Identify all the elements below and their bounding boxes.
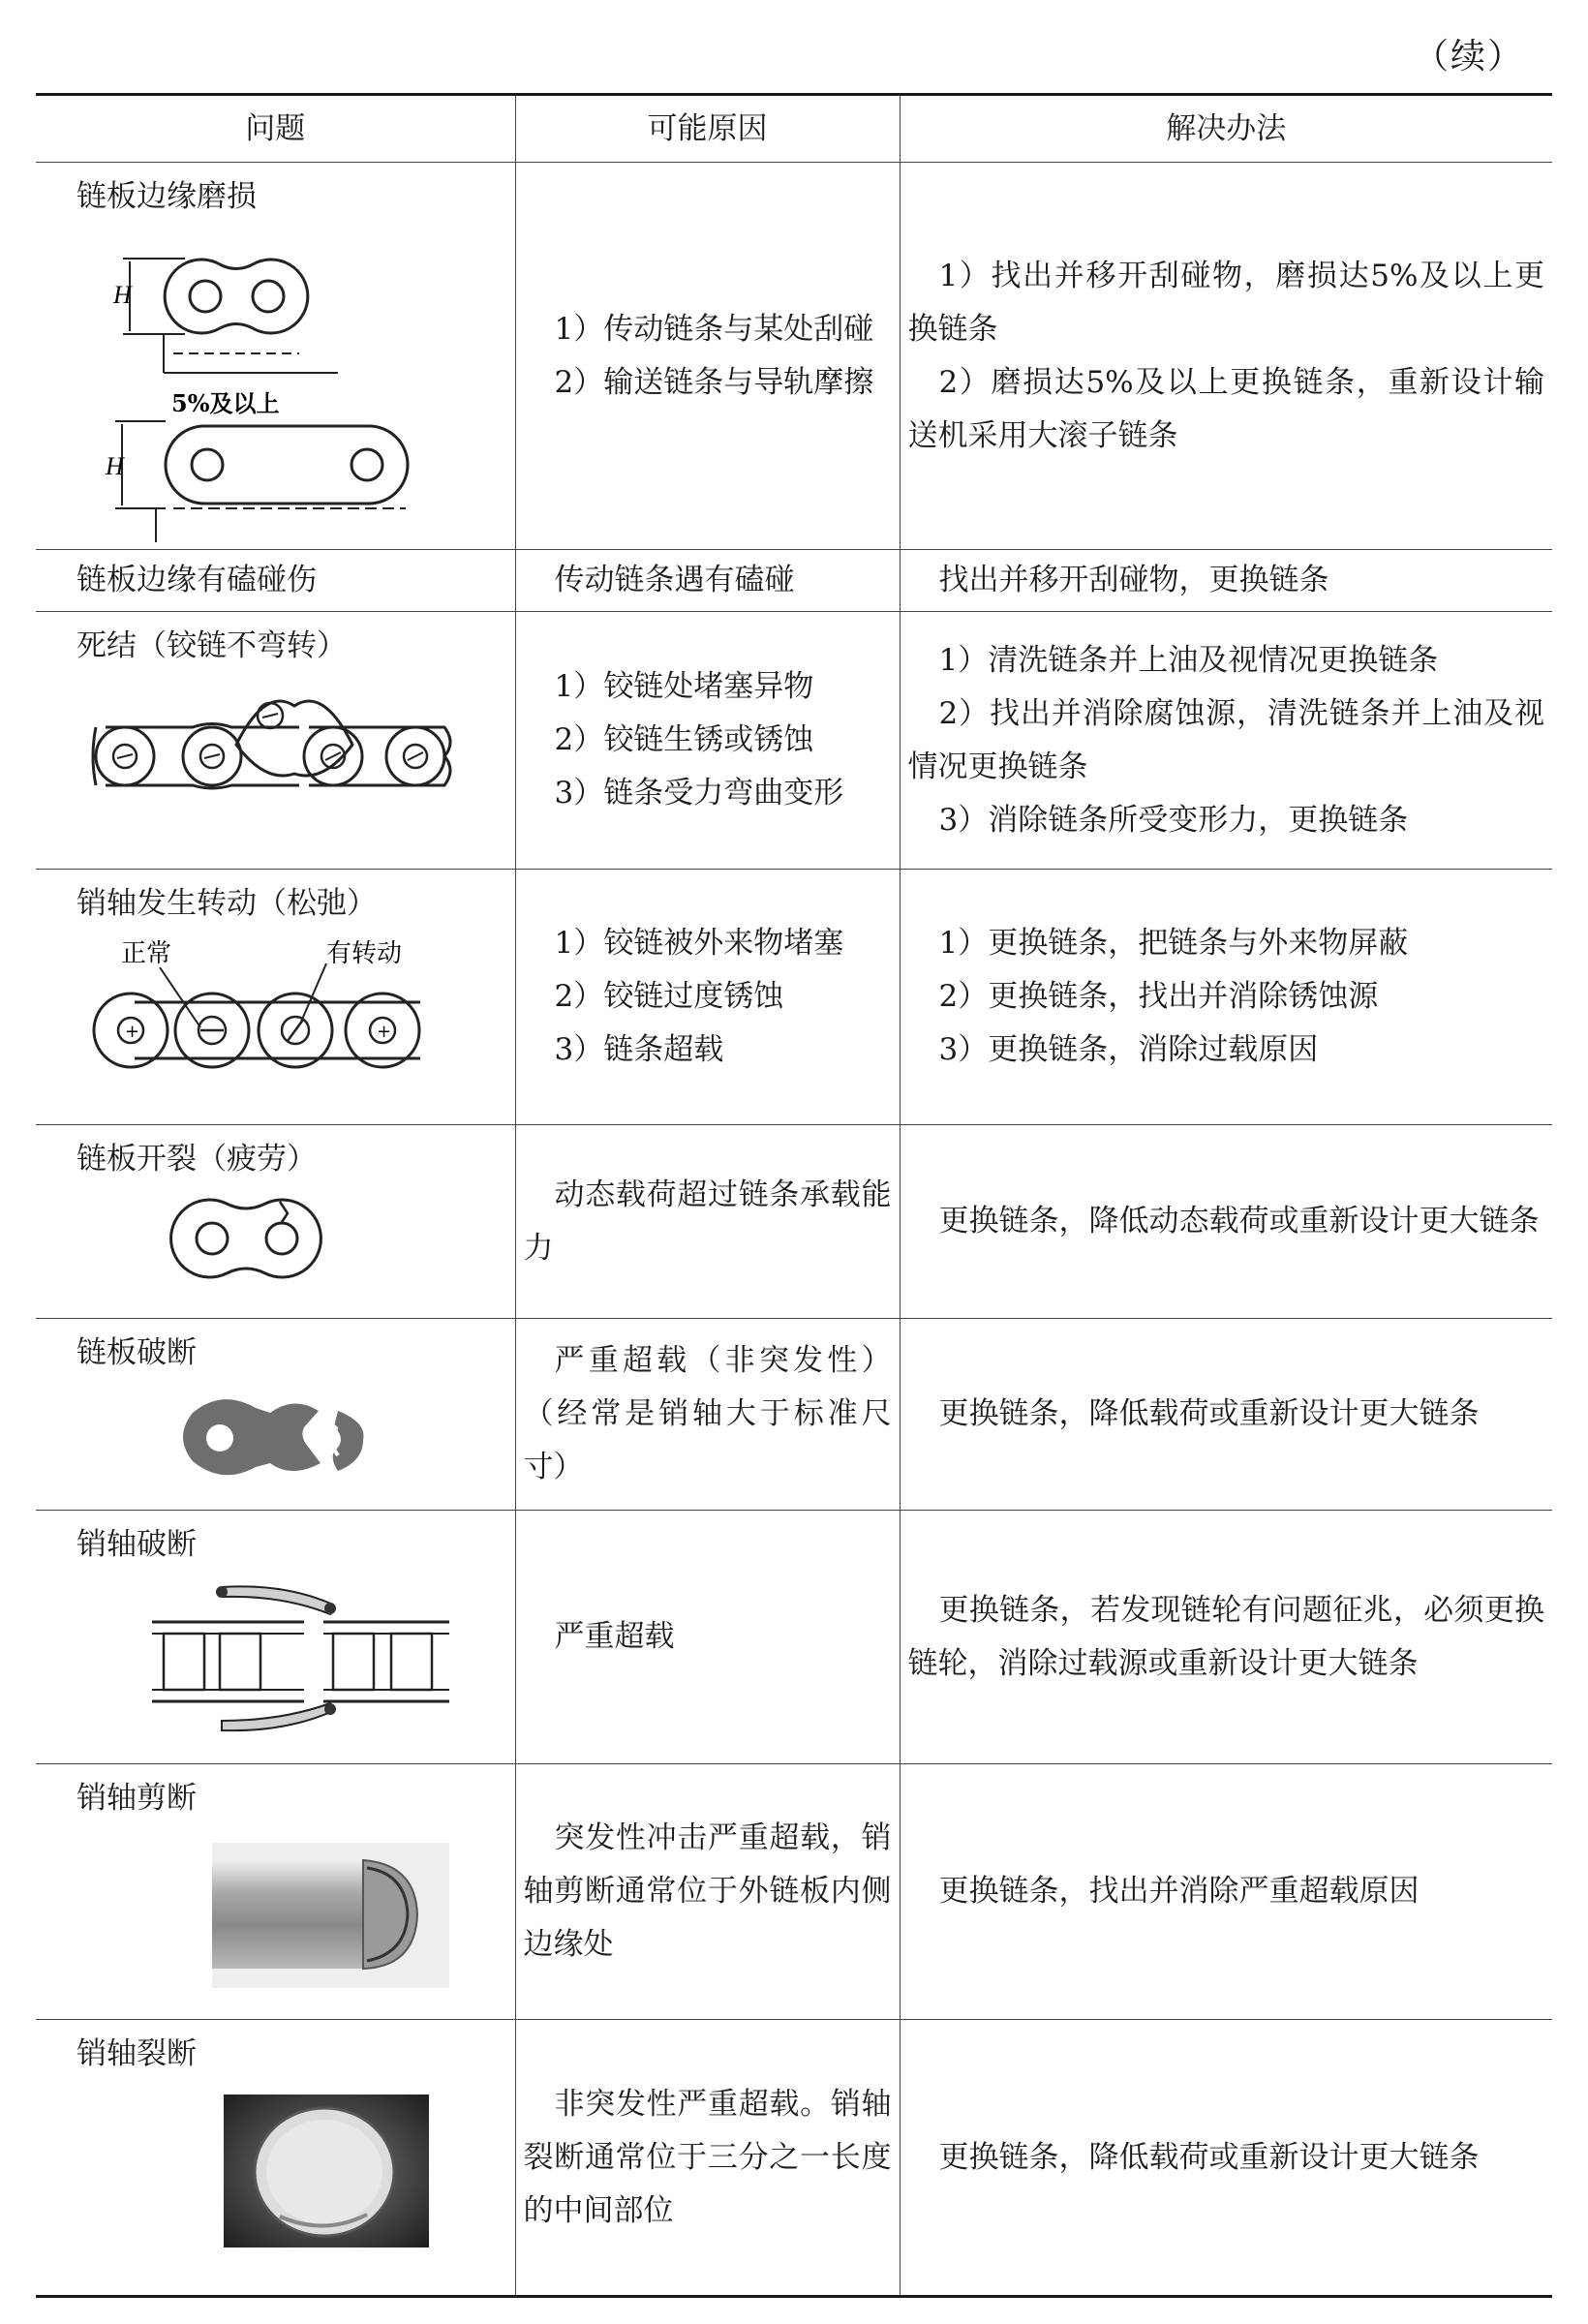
svg-text:+: + — [125, 1022, 140, 1042]
problem-text: 销轴破断 — [76, 1527, 197, 1562]
continued-label: （续） — [1413, 37, 1524, 76]
cause-cell — [515, 870, 900, 1125]
cause-cell — [515, 1764, 900, 2020]
solution-line: 2）更换链条，找出并消除锈蚀源 — [938, 979, 1379, 1014]
solution-cell — [900, 2020, 1552, 2297]
problem-cell — [36, 1764, 515, 2020]
problem-text: 链板开裂（疲劳） — [76, 1142, 317, 1177]
header-problem: 问题 — [36, 95, 515, 163]
svg-text:+: + — [377, 1022, 392, 1042]
table-row — [36, 1125, 1552, 1319]
cause-cell — [515, 1319, 900, 1511]
broken-plate-image — [76, 1384, 483, 1490]
cause-cell — [515, 1125, 900, 1319]
turned-label: 有转动 — [326, 939, 403, 968]
solution-cell — [900, 612, 1552, 870]
solution-line: 找出并移开刮碰物，更换链条 — [938, 563, 1329, 597]
problem-text: 链板边缘有磕碰伤 — [76, 563, 317, 597]
table-row — [36, 1764, 1552, 2020]
problem-cell — [36, 163, 515, 550]
solution-line: 更换链条，若发现链轮有问题征兆，必须更换链轮，消除过载源或重新设计更大链条 — [907, 1592, 1544, 1681]
solution-cell — [900, 1125, 1552, 1319]
table-row — [36, 2020, 1552, 2297]
solution-line: 更换链条，降低载荷或重新设计更大链条 — [938, 1396, 1480, 1431]
pct-label-1: 5%及以上 — [171, 389, 280, 417]
solution-line: 1）更换链条，把链条与外来物屏蔽 — [938, 926, 1409, 961]
solution-cell — [900, 1511, 1552, 1764]
cause-line: 1）传动链条与某处刮碰 — [554, 311, 874, 347]
problem-cell — [36, 1125, 515, 1319]
solution-cell — [900, 1764, 1552, 2020]
cause-cell — [515, 1511, 900, 1764]
cause-line: 3）链条受力弯曲变形 — [554, 776, 844, 810]
problem-text: 死结（铰链不弯转） — [76, 628, 347, 663]
solution-cell — [900, 870, 1552, 1125]
cause-cell — [515, 550, 900, 612]
table-row — [36, 1319, 1552, 1511]
table-row — [36, 1511, 1552, 1764]
solution-line: 2）找出并消除腐蚀源，清洗链条并上油及视情况更换链条 — [907, 695, 1544, 784]
solution-cell — [900, 550, 1552, 612]
cause-line: 突发性冲击严重超载，销轴剪断通常位于外链板内侧边缘处 — [523, 1820, 892, 1962]
table-row — [36, 550, 1552, 612]
chain-fault-table — [36, 93, 1552, 2298]
problem-text: 链板破断 — [76, 1335, 197, 1370]
solution-line: 更换链条，降低载荷或重新设计更大链条 — [938, 2139, 1480, 2175]
cause-line: 2）铰链过度锈蚀 — [554, 979, 784, 1014]
cause-line: 1）铰链被外来物堵塞 — [554, 926, 844, 961]
cracked-pin-photo — [76, 2081, 483, 2255]
cause-line: 非突发性严重超载。销轴裂断通常位于三分之一长度的中间部位 — [523, 2086, 892, 2228]
cause-line: 2）铰链生锈或锈蚀 — [554, 722, 814, 757]
problem-cell — [36, 2020, 515, 2297]
h-label-1: H — [113, 281, 132, 309]
plate-wear-diagram — [76, 228, 483, 547]
cracked-plate-diagram — [76, 1190, 483, 1287]
cause-line: 2）输送链条与导轨摩擦 — [554, 364, 874, 400]
solution-line: 更换链条，降低动态载荷或重新设计更大链条 — [938, 1204, 1540, 1238]
cause-line: 传动链条遇有磕碰 — [554, 563, 795, 597]
problem-cell — [36, 612, 515, 870]
pin-rotation-diagram — [76, 934, 483, 1099]
problem-text: 链板边缘磨损 — [76, 179, 257, 214]
table-row — [36, 163, 1552, 550]
header-solution: 解决办法 — [900, 95, 1552, 163]
table-row — [36, 870, 1552, 1125]
cause-line: 严重超载 — [554, 1619, 675, 1654]
cause-cell — [515, 163, 900, 550]
broken-pin-diagram — [76, 1575, 483, 1740]
solution-line: 2）磨损达5%及以上更换链条，重新设计输送机采用大滚子链条 — [907, 364, 1544, 453]
solution-line: 1）清洗链条并上油及视情况更换链条 — [938, 642, 1439, 678]
problem-cell — [36, 1511, 515, 1764]
solution-line: 1）找出并移开刮碰物，磨损达5%及以上更换链条 — [907, 258, 1544, 347]
h-label-2: H — [106, 452, 124, 480]
cause-cell — [515, 612, 900, 870]
solution-cell — [900, 163, 1552, 550]
normal-label: 正常 — [121, 939, 172, 968]
solution-line: 更换链条，找出并消除严重超载原因 — [938, 1874, 1420, 1909]
header-cause: 可能原因 — [515, 95, 900, 163]
cause-cell — [515, 2020, 900, 2297]
solution-line: 3）更换链条，消除过载原因 — [938, 1032, 1319, 1067]
cause-line: 动态载荷超过链条承载能力 — [523, 1177, 892, 1266]
cause-line: 3）链条超载 — [554, 1032, 724, 1067]
table-header-row — [36, 95, 1552, 163]
table-row — [36, 612, 1552, 870]
solution-cell — [900, 1319, 1552, 1511]
problem-cell — [36, 870, 515, 1125]
problem-cell — [36, 1319, 515, 1511]
problem-text: 销轴裂断 — [76, 2036, 197, 2071]
cause-line: 1）铰链处堵塞异物 — [554, 669, 814, 704]
problem-cell — [36, 550, 515, 612]
cause-line: 严重超载（非突发性）（经常是销轴大于标准尺寸） — [523, 1343, 892, 1484]
solution-line: 3）消除链条所受变形力，更换链条 — [938, 802, 1409, 838]
problem-text: 销轴剪断 — [76, 1781, 197, 1816]
stiff-joint-diagram — [76, 677, 483, 822]
problem-text: 销轴发生转动（松弛） — [76, 886, 377, 921]
sheared-pin-photo — [76, 1825, 483, 1990]
